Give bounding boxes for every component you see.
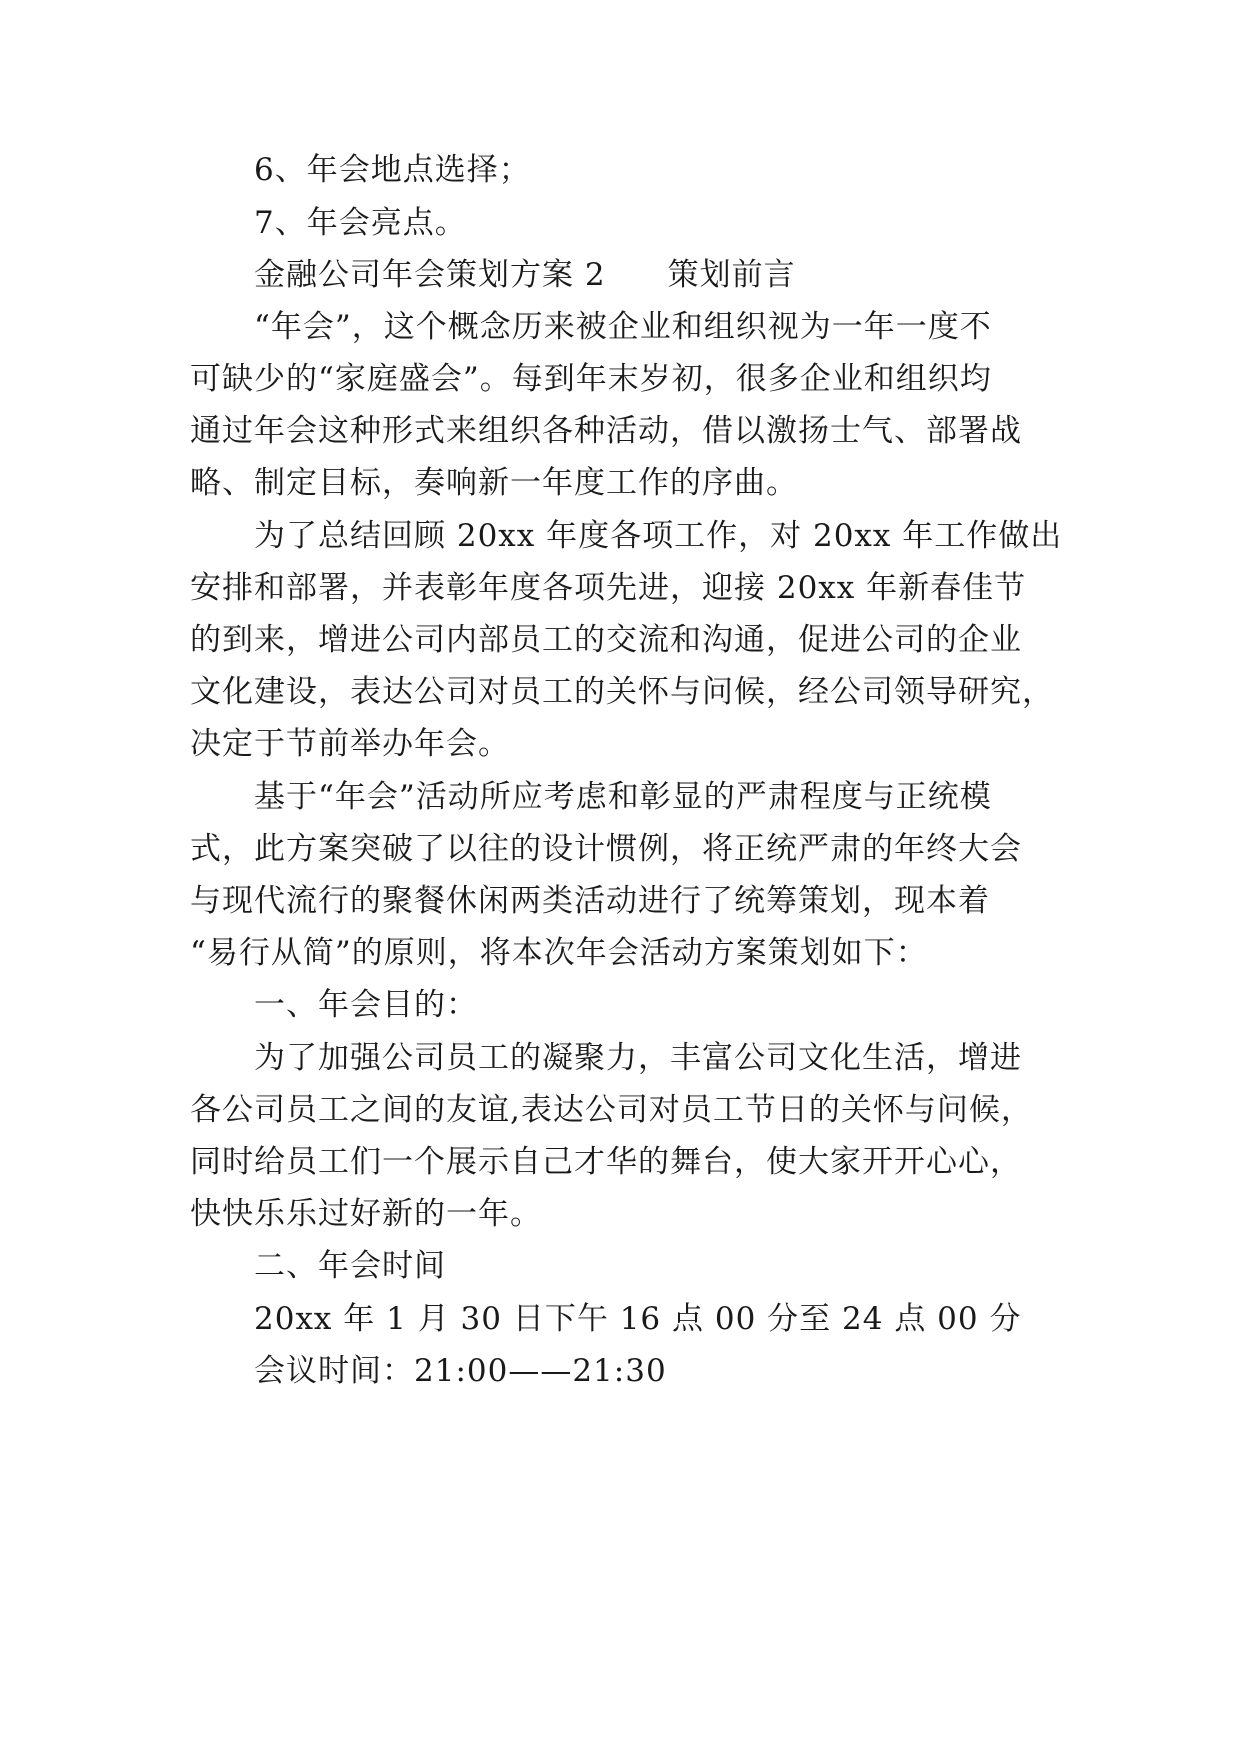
paragraph-line: “年会”，这个概念历来被企业和组织视为一年一度不 [254,309,992,345]
paragraph-line: 各公司员工之间的友谊,表达公司对员工节日的关怀与问候， [190,1092,1033,1128]
event-time: 20xx 年 1 月 30 日下午 16 点 00 分至 24 点 00 分 [254,1301,1022,1337]
section-heading [254,255,796,295]
paragraph-line: 的到来，增进公司内部员工的交流和沟通，促进公司的企业 [190,622,1022,658]
meeting-time: 会议时间：21:00——21:30 [254,1353,667,1389]
paragraph-line: “易行从简”的原则，将本次年会活动方案策划如下： [190,935,928,971]
paragraph-line: 为了总结回顾 20xx 年度各项工作，对 20xx 年工作做出 [254,518,1063,554]
heading-purpose: 一、年会目的： [254,987,478,1023]
paragraph-line: 决定于节前举办年会。 [190,726,510,762]
section-title: 金融公司年会策划方案 2 [254,257,606,293]
paragraph-line: 可缺少的“家庭盛会”。每到年末岁初，很多企业和组织均 [190,361,992,397]
list-item: 6、年会地点选择； [254,152,531,188]
paragraph-line: 通过年会这种形式来组织各种活动，借以激扬士气、部署战 [190,413,1022,449]
heading-time: 二、年会时间 [254,1248,446,1284]
paragraph-line: 式，此方案突破了以往的设计惯例，将正统严肃的年终大会 [190,831,1022,867]
paragraph-line: 基于“年会”活动所应考虑和彰显的严肃程度与正统模 [254,779,992,815]
paragraph-line: 为了加强公司员工的凝聚力，丰富公司文化生活，增进 [254,1040,1022,1076]
list-item: 7、年会亮点。 [254,205,467,241]
paragraph-line: 同时给员工们一个展示自己才华的舞台，使大家开开心心， [190,1144,1022,1180]
paragraph-line: 快快乐乐过好新的一年。 [190,1196,542,1232]
section-subtitle: 策划前言 [667,257,796,293]
paragraph-line: 安排和部署，并表彰年度各项先进，迎接 20xx 年新春佳节 [190,570,1027,606]
paragraph-line: 略、制定目标，奏响新一年度工作的序曲。 [190,465,798,501]
paragraph-line: 文化建设，表达公司对员工的关怀与问候，经公司领导研究， [190,674,1054,710]
paragraph-line: 与现代流行的聚餐休闲两类活动进行了统筹策划，现本着 [190,883,990,919]
